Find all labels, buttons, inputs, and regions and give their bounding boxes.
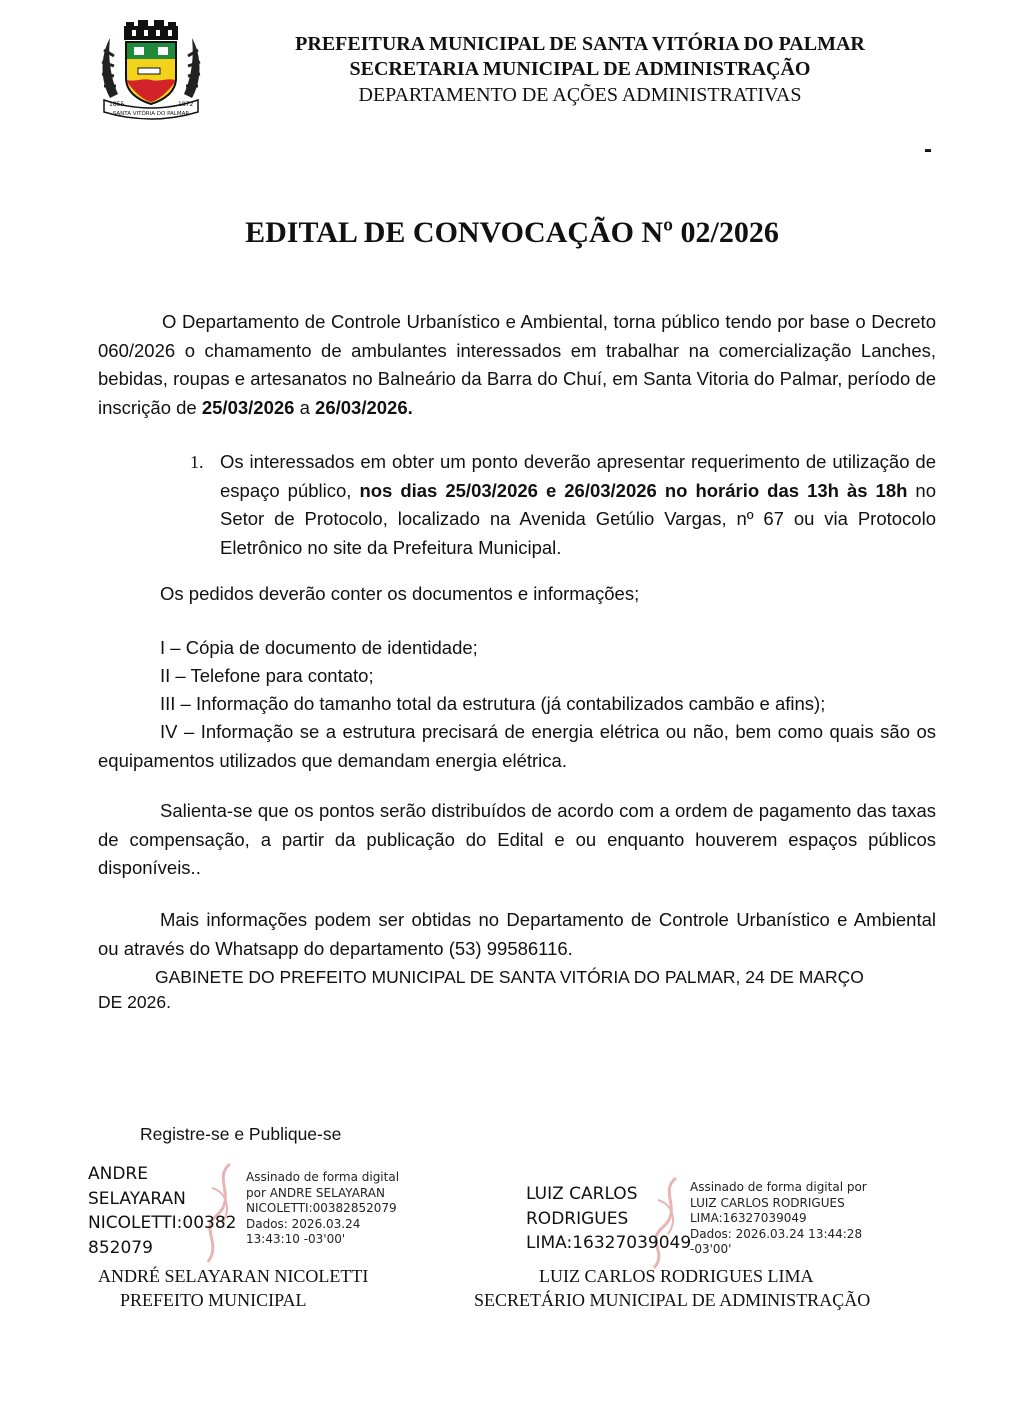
intro-text: O Departamento de Controle Urbanístico e Ambiental, torna público tendo por base o Decreto 060/2026 o chamamento de ambulantes interessados em trabalhar na comercialização Lanches, bebidas, roupas e artesanatos no Balneário da Barra do Chuí, em Santa Vitoria do Palmar, período de inscrição de	[98, 311, 936, 418]
mural-crown-icon	[124, 20, 178, 40]
signature-left-role: PREFEITO MUNICIPAL	[120, 1290, 307, 1310]
page-title: EDITAL DE CONVOCAÇÃO Nº 02/2026	[245, 216, 779, 249]
crest-motto: SANTA VITÓRIA DO PALMAR	[112, 111, 190, 117]
signature-right-printed-name: LUIZ CARLOS RODRIGUES LIMA	[539, 1266, 814, 1286]
registre-publique: Registre-se e Publique-se	[140, 1124, 342, 1144]
signature-left-name-line: SELAYARAN	[88, 1188, 186, 1209]
signature-right-meta-line: Assinado de forma digital por	[690, 1180, 867, 1194]
signature-right-role: SECRETÁRIO MUNICIPAL DE ADMINISTRAÇÃO	[474, 1290, 871, 1310]
gabinete-line-2: DE 2026.	[98, 992, 171, 1012]
signature-left-name-line: NICOLETTI:00382	[88, 1213, 237, 1233]
header-secretariat: SECRETARIA MUNICIPAL DE ADMINISTRAÇÃO	[349, 58, 811, 80]
signature-right-meta-line: Dados: 2026.03.24 13:44:28	[690, 1226, 863, 1241]
signature-right-name-line: RODRIGUES	[526, 1208, 629, 1229]
crest-year-right: 1872	[178, 101, 194, 108]
signature-left-name-line: 852079	[88, 1237, 153, 1258]
item-number: 1.	[190, 452, 204, 472]
signature-left-meta-line: Assinado de forma digital	[246, 1170, 400, 1184]
header-municipality: PREFEITURA MUNICIPAL DE SANTA VITÓRIA DO PALMAR	[295, 33, 865, 55]
item-1-paragraph	[220, 448, 936, 562]
signature-right-meta	[690, 1180, 867, 1258]
header-department: DEPARTAMENTO DE AÇÕES ADMINISTRATIVAS	[358, 84, 802, 106]
signature-left-meta-line: por ANDRE SELAYARAN	[246, 1185, 385, 1200]
intro-date-start: 25/03/2026	[201, 396, 295, 418]
signature-left-meta-line: 13:43:10 -03'00'	[246, 1232, 346, 1246]
signature-left-name	[88, 1162, 236, 1260]
intro-paragraph	[98, 308, 936, 422]
distribution-paragraph: Salienta-se que os pontos serão distribuídos de acordo com a ordem de pagamento das taxas de compensação, a partir da publicação do Edital e ou enquanto houverem espaços públicos disponíveis..	[98, 800, 936, 878]
info-paragraph: Mais informações podem ser obtidas no Departamento de Controle Urbanístico e Ambiental ou através do Whatsapp do departamento (53) 99586116.	[98, 909, 936, 959]
signature-right-meta-line: -03'00'	[690, 1242, 732, 1256]
item-1-text-b: no Setor de Protocolo, localizado na Avenida Getúlio Vargas, nº 67 ou via Protocolo Eletrônico no site da Prefeitura Municipal.	[220, 479, 937, 558]
signature-left-printed-name: ANDRÉ SELAYARAN NICOLETTI	[98, 1266, 369, 1286]
item-1-text-a: Os interessados em obter um ponto deverão apresentar requerimento de utilização de espaço público,	[220, 451, 936, 501]
crest-year-left: 1855	[109, 101, 125, 108]
item-1-schedule: nos dias 25/03/2026 e 26/03/2026 no horário das 13h às 18h	[359, 479, 908, 501]
signature-right-meta-line: LIMA:16327039049	[690, 1211, 807, 1225]
signature-left-meta	[246, 1170, 399, 1248]
requirements-intro: Os pedidos deverão conter os documentos e informações;	[160, 583, 640, 604]
coat-of-arms-logo	[96, 20, 206, 120]
signature-left-meta-line: NICOLETTI:00382852079	[246, 1201, 397, 1215]
intro-connector: a	[294, 396, 316, 418]
signature-left-meta-line: Dados: 2026.03.24	[246, 1216, 361, 1231]
intro-date-end: 26/03/2026.	[315, 396, 413, 418]
header-dash: -	[924, 136, 932, 163]
requirement-item: IV – Informação se a estrutura precisará de energia elétrica ou não, bem como quais são os equipamentos utilizados que demandam energia elétrica.	[98, 721, 936, 771]
signature-right-meta-line: LUIZ CARLOS RODRIGUES	[690, 1195, 845, 1210]
requirement-item: II – Telefone para contato;	[160, 665, 374, 686]
gabinete-line-1: GABINETE DO PREFEITO MUNICIPAL DE SANTA VITÓRIA DO PALMAR, 24 DE MARÇO	[155, 967, 864, 987]
shield-icon	[126, 42, 176, 104]
signature-right-name-line: LIMA:16327039049	[526, 1233, 692, 1253]
requirement-item: I – Cópia de documento de identidade;	[160, 637, 478, 658]
signature-right-name	[526, 1182, 691, 1256]
signature-right-name-line: LUIZ CARLOS	[526, 1184, 638, 1204]
requirement-item: III – Informação do tamanho total da estrutura (já contabilizados cambão e afins);	[160, 693, 826, 714]
signature-left-name-line: ANDRE	[88, 1164, 148, 1184]
